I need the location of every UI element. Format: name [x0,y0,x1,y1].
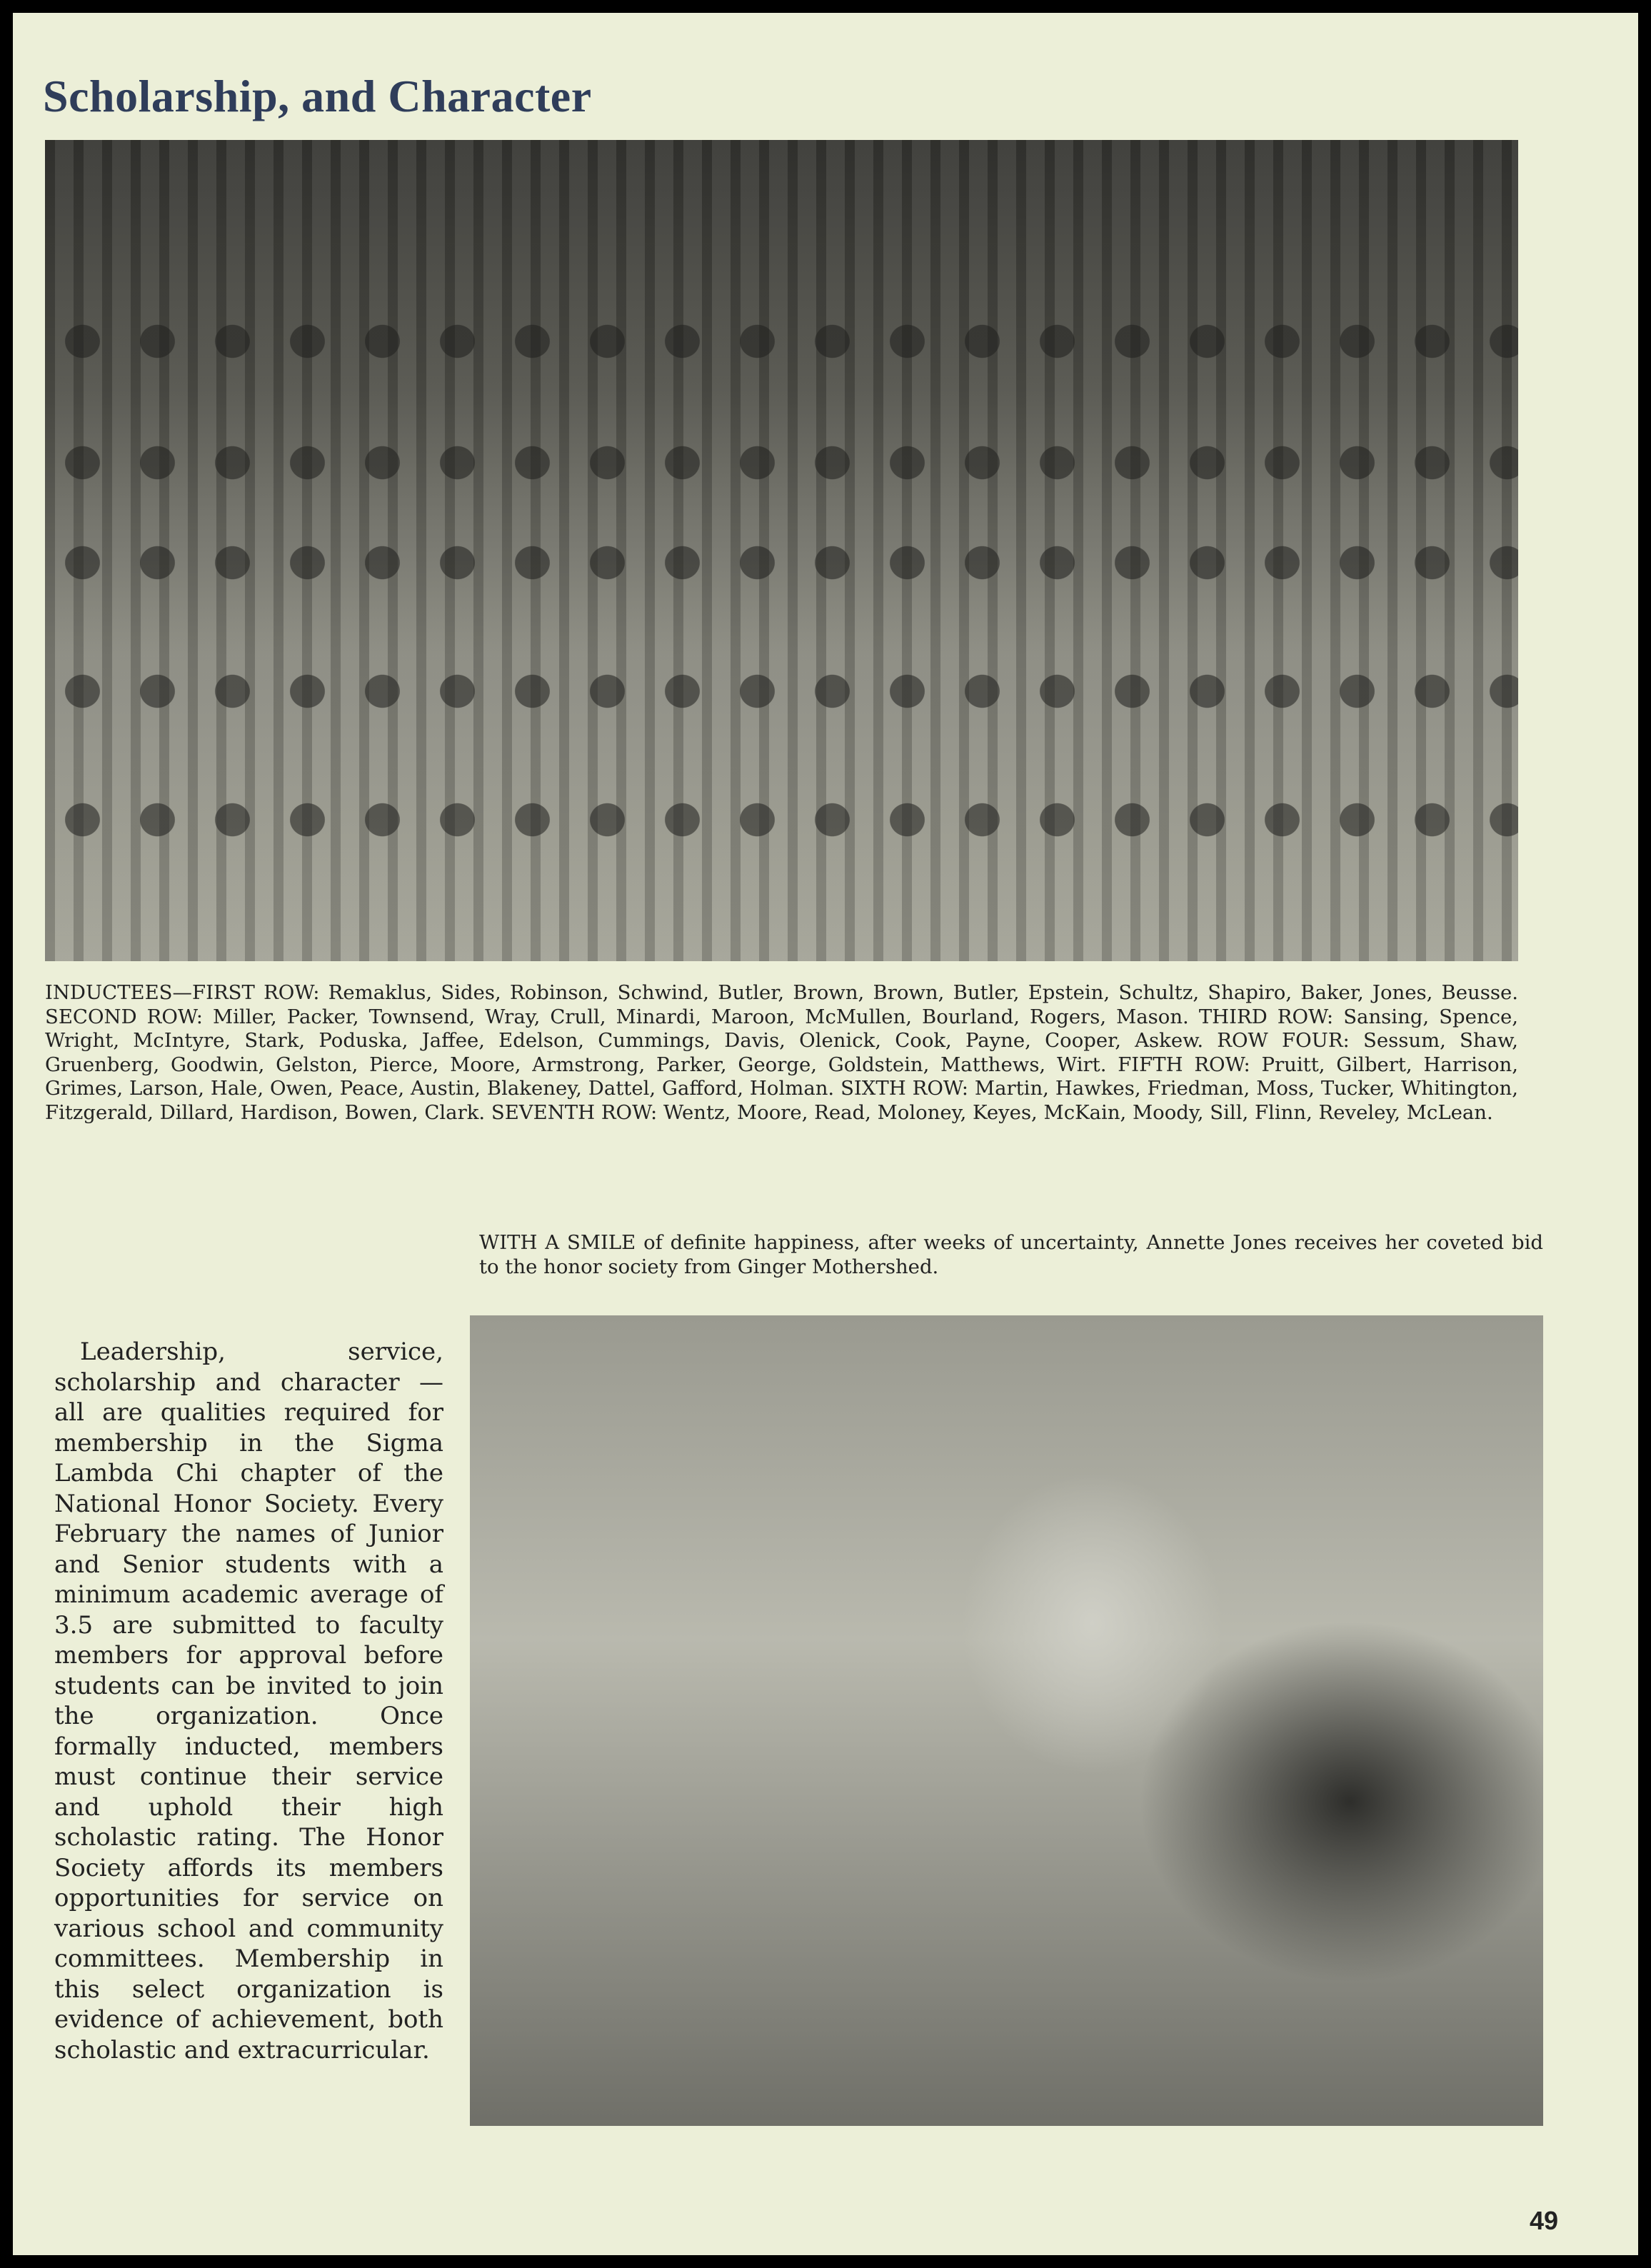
group-photo-caption: INDUCTEES—FIRST ROW: Remaklus, Sides, Robinson, Schwind, Butler, Brown, Brown, Butler, Epstein, Schultz, Shapiro, Baker, Jones, Beusse. SECOND ROW: Miller, Packer, Townsend, Wray, Crull, Minardi, Maroon, McMullen, Bourland, Rogers, Mason. THIRD ROW: Sansing, Spence, Wright, McIntyre, Stark, Poduska, Jaffee, Edelson, Cummings, Davis, Olenick, Cook, Payne, Cooper, Askew. ROW FOUR: Sessum, Shaw, Gruenberg, Goodwin, Gelston, Pierce, Moore, Armstrong, Parker, George, Goldstein, Matthews, Wirt. FIFTH ROW: Pruitt, Gilbert, Harrison, Grimes, Larson, Hale, Owen, Peace, Austin, Blakeney, Dattel, Gafford, Holman. SIXTH ROW: Martin, Hawkes, Friedman, Moss, Tucker, Whitington, Fitzgerald, Dillard, Hardison, Bowen, Clark. SEVENTH ROW: Wentz, Moore, Read, Moloney, Keyes, McKain, Moody, Sill, Flinn, Reveley, McLean. [45,981,1518,1124]
body-paragraph: Leadership, service, scholarship and character — all are qualities required for membership in the Sigma Lambda Chi chapter of the National Honor Society. Every February the names of Junior and Senior students with a minimum academic average of 3.5 are submitted to faculty members for approval before students can be invited to join the organization. Once formally inducted, members must continue their service and uphold their high scholastic rating. The Honor Society affords its members opportunities for service on various school and community committees. Membership in this select organization is evidence of achievement, both scholastic and extracurricular. [54,1338,443,2064]
yearbook-page [13,13,1638,2255]
photo-people-row [45,668,1518,726]
inductees-group-photo [45,140,1518,961]
photo-people-row [45,318,1518,376]
photo-people-row [45,797,1518,854]
page-number: 49 [1530,2206,1559,2235]
photo-people-row [45,440,1518,497]
page-heading: Scholarship, and Character [43,71,592,121]
honor-society-bid-photo [470,1315,1543,2126]
smile-photo-caption: WITH A SMILE of definite happiness, after weeks of uncertainty, Annette Jones receives her coveted bid to the honor society from Ginger Mothershed. [479,1231,1543,1278]
photo-people-row [45,540,1518,597]
